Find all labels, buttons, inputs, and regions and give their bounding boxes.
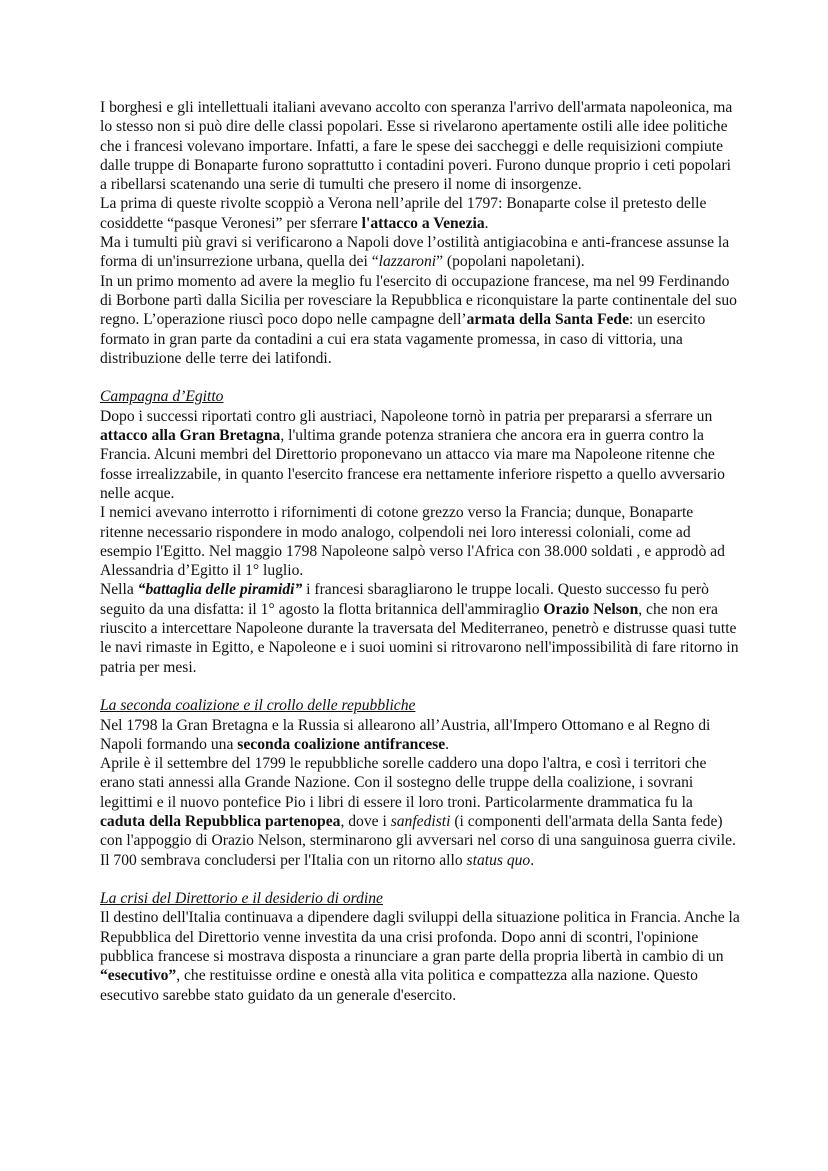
paragraph <box>100 272 740 368</box>
text-run: , che restituisse ordine e onestà alla vita politica e compattezza alla nazione. Questo esecutivo sarebbe stato guidato da un generale d'esercito. <box>100 967 698 1004</box>
bold-text: “esecutivo” <box>100 967 177 985</box>
text-run: ” (popolani napoletani). <box>436 253 585 271</box>
bold-text: attacco alla Gran Bretagna <box>100 427 281 445</box>
text-run: . <box>530 851 535 869</box>
text-run: Ma i tumulti più gravi si verificarono a Napoli dove l’ostilità antigiacobina e anti-francese assunse la forma di un'insurrezione urbana, quella dei “ <box>100 234 730 271</box>
text-run: , l'ultima grande potenza straniera che ancora era in guerra contro la Francia. Alcuni membri del Direttorio proponevano un attacco via mare ma Napoleone ritenne che fosse irrealizzabile, in quanto l'esercito francese era nettamente inferiore rispetto a quello avversario nelle acque. <box>100 427 725 502</box>
text-run: . <box>445 735 450 753</box>
italic-text: status quo <box>466 851 531 869</box>
text-run: , dove i <box>340 812 391 830</box>
text-run: I nemici avevano interrotto i rifornimenti di cotone grezzo verso la Francia; dunque, Bonaparte ritenne necessario rispondere in modo analogo, colpendoli nei loro interessi coloniali, come ad esempio l'Egitto. Nel maggio 1798 Napoleone salpò verso l'Africa con 38.000 soldati , e approdò ad Alessandria d’Egitto il 1° luglio. <box>100 504 725 580</box>
text-run: Il destino dell'Italia continuava a dipendere dagli sviluppi della situazione politica in Francia. Anche la Repubblica del Direttorio venne investita da una crisi profonda. Dopo anni di scontri, l'opinione pubblica francese si mostrava disposta a rinunciare a gran parte della propria libertà in cambio di un <box>100 909 740 966</box>
section-heading: Campagna d’Egitto <box>100 388 224 406</box>
bold-text: caduta della Repubblica partenopea <box>100 812 341 830</box>
text-run: In un primo momento ad avere la meglio fu l'esercito di occupazione francese, ma nel 99 Ferdinando di Borbone partì dalla Sicilia per rovesciare la Repubblica e riconquistare la parte continentale del suo regno. L’operazione riuscì poco dopo nelle campagne dell’ <box>100 272 737 329</box>
paragraph <box>100 233 740 272</box>
text-run: : un esercito formato in gran parte da contadini a cui era stata vagamente promessa, in caso di vittoria, una distribuzione delle terre dei latifondi. <box>100 311 706 367</box>
bold-text: Orazio Nelson <box>543 600 639 618</box>
bold-text: seconda coalizione antifrancese <box>237 735 446 753</box>
text-run: Nel 1798 la Gran Bretagna e la Russia si allearono all’Austria, all'Impero Ottomano e al Regno di Napoli formando una <box>100 716 711 753</box>
italic-text: lazzaroni <box>378 253 437 271</box>
section <box>100 696 740 870</box>
paragraph <box>100 580 740 676</box>
paragraph <box>100 98 740 194</box>
text-run: . <box>484 214 489 232</box>
text-run: i francesi sbaragliarono le truppe locali. Questo successo fu però seguito da una disfatta: il 1° agosto la flotta britannica dell'ammiraglio <box>100 581 709 618</box>
text-run: I borghesi e gli intellettuali italiani avevano accolto con speranza l'arrivo dell'armata napoleonica, ma lo stesso non si può dire delle classi popolari. Esse si rivelarono apertamente ostili alle idee politiche che i francesi volevano importare. Infatti, a fare le spese dei saccheggi e delle requisizioni compiute dalle truppe di Bonaparte furono soprattutto i contadini poveri. Furono dunque proprio i ceti popolari a ribellarsi scatenando una serie di tumulti che presero il nome di insorgenze. <box>100 99 733 194</box>
text-run: (i componenti dell'armata della Santa fede) con l'appoggio di Orazio Nelson, sterminarono gli avversari nel corso di una sanguinosa guerra civile. Il 700 sembrava concludersi per l'Italia con un ritorno allo <box>100 812 736 869</box>
paragraph <box>100 407 740 503</box>
section <box>100 387 740 676</box>
paragraph <box>100 503 740 580</box>
text-run: , che non era riuscito a intercettare Napoleone durante la traversata del Mediterraneo, penetrò e distrusse quasi tutte le navi rimaste in Egitto, e Napoleone e i suoi uomini si ritrovarono nell'impossibilità di fare ritorno in patria per mesi. <box>100 600 739 676</box>
text-run: Dopo i successi riportati contro gli austriaci, Napoleone tornò in patria per prepararsi a sferrare un <box>100 407 713 425</box>
text-run: La prima di queste rivolte scoppiò a Verona nell’aprile del 1797: Bonaparte colse il pretesto delle cosiddette “pasque Veronesi” per sferrare <box>100 195 707 232</box>
paragraph <box>100 716 740 755</box>
paragraph <box>100 194 740 233</box>
section-heading: La crisi del Direttorio e il desiderio di ordine <box>100 890 383 908</box>
section-heading: La seconda coalizione e il crollo delle repubbliche <box>100 697 416 715</box>
bold-text: armata della Santa Fede <box>466 311 630 329</box>
section <box>100 98 740 368</box>
italic-text: sanfedisti <box>390 812 451 830</box>
paragraph <box>100 908 740 1004</box>
document-page <box>100 98 740 1005</box>
text-run: Nella <box>100 581 138 599</box>
text-run: Aprile è il settembre del 1799 le repubbliche sorelle caddero una dopo l'altra, e così i territori che erano stati annessi alla Grande Nazione. Con il sostegno delle truppe della coalizione, i sovrani legittimi e il nuovo pontefice Pio i libri di essere il loro troni. Particolarmente drammatica fu la <box>100 755 707 811</box>
bold-italic-text: “battaglia delle piramidi” <box>137 581 303 599</box>
paragraph <box>100 754 740 870</box>
section <box>100 889 740 1005</box>
bold-text: l'attacco a Venezia <box>361 214 485 232</box>
